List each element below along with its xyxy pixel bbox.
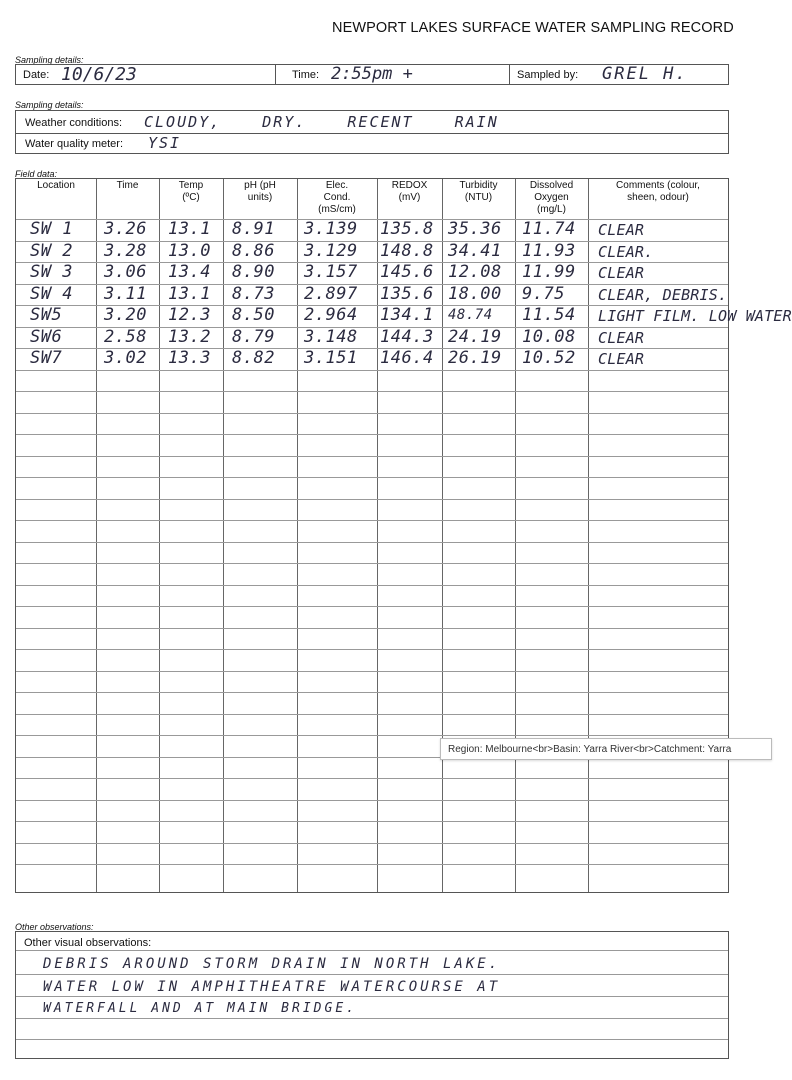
row-divider xyxy=(16,671,728,672)
time-value: 2:55pm + xyxy=(331,64,413,84)
col-redox: REDOX (mV) xyxy=(391,180,428,203)
row-divider xyxy=(16,456,728,457)
cell-turbidity: 26.19 xyxy=(448,348,502,368)
field-data-label: Field data: xyxy=(15,169,58,179)
row-divider xyxy=(16,714,728,715)
cell-temp: 13.2 xyxy=(168,326,211,347)
cell-comments: CLEAR xyxy=(598,221,645,239)
cell-time: 2.58 xyxy=(104,326,147,347)
cell-location: SW5 xyxy=(30,305,63,325)
cell-comments: CLEAR xyxy=(598,328,645,347)
conditions-box xyxy=(15,110,729,154)
tooltip: Region: Melbourne<br>Basin: Yarra River<br>Catchment: Yarra xyxy=(440,738,772,760)
date-value: 10/6/23 xyxy=(61,64,137,85)
cell-ec: 3.139 xyxy=(304,219,358,239)
date-label: Date: xyxy=(23,69,50,81)
cell-redox: 134.1 xyxy=(380,305,434,325)
cell-location: SW 1 xyxy=(30,219,73,239)
cell-temp: 13.3 xyxy=(168,348,211,368)
cell-temp: 13.4 xyxy=(168,262,211,282)
cell-time: 3.20 xyxy=(104,305,147,325)
cell-ph: 8.50 xyxy=(232,305,275,325)
col-temp: Temp (ºC) xyxy=(178,180,204,203)
row-divider xyxy=(16,563,728,564)
cell-ph: 8.86 xyxy=(232,240,275,261)
sampling-details-label-2: Sampling details: xyxy=(15,100,84,110)
row-divider xyxy=(16,778,728,779)
cell-temp: 13.1 xyxy=(168,283,211,304)
weather-value: CLOUDY, DRY. RECENT RAIN xyxy=(144,113,499,131)
meter-value: YSI xyxy=(148,134,182,152)
row-divider xyxy=(16,800,728,801)
cell-do: 11.93 xyxy=(522,240,576,261)
cell-ec: 3.148 xyxy=(304,326,358,347)
cell-redox: 148.8 xyxy=(380,240,434,261)
row-divider xyxy=(16,391,728,392)
row-divider xyxy=(16,370,728,371)
observation-line-3: WATERFALL AND AT MAIN BRIDGE. xyxy=(43,1001,357,1016)
cell-ph: 8.82 xyxy=(232,348,275,368)
row-divider xyxy=(16,499,728,500)
cell-temp: 13.0 xyxy=(168,240,211,261)
observation-line-1: DEBRIS AROUND STORM DRAIN IN NORTH LAKE. xyxy=(43,956,501,972)
table-row xyxy=(16,305,792,325)
cell-time: 3.02 xyxy=(104,348,147,368)
cell-do: 11.54 xyxy=(522,305,576,325)
page-title: NEWPORT LAKES SURFACE WATER SAMPLING RECORD xyxy=(332,20,734,36)
cell-do: 11.99 xyxy=(522,262,576,282)
col-comments: Comments (colour, sheen, odour) xyxy=(616,180,700,203)
cell-redox: 144.3 xyxy=(380,326,434,347)
table-row xyxy=(16,326,728,347)
table-row xyxy=(16,240,728,261)
row-divider xyxy=(16,735,728,736)
cell-turbidity: 18.00 xyxy=(448,283,502,304)
cell-ph: 8.91 xyxy=(232,219,275,239)
row-divider xyxy=(16,477,728,478)
cell-do: 9.75 xyxy=(522,283,565,304)
table-row xyxy=(16,283,728,304)
col-location: Location xyxy=(37,180,75,191)
cell-time: 3.28 xyxy=(104,240,147,261)
date-cell xyxy=(16,65,276,84)
cell-location: SW6 xyxy=(30,326,63,347)
cell-turbidity: 34.41 xyxy=(448,240,502,261)
sampled-by-cell xyxy=(510,65,728,84)
cell-ec: 2.897 xyxy=(304,283,358,304)
cell-ec: 3.157 xyxy=(304,262,358,282)
cell-redox: 135.8 xyxy=(380,219,434,239)
sampled-by-label: Sampled by: xyxy=(517,69,579,81)
cell-do: 10.08 xyxy=(522,326,576,347)
sampling-info-box xyxy=(15,64,729,85)
row-divider xyxy=(16,413,728,414)
col-time: Time xyxy=(116,180,139,191)
col-do: Dissolved Oxygen (mg/L) xyxy=(529,180,574,215)
cell-turbidity: 12.08 xyxy=(448,262,502,282)
cell-ph: 8.79 xyxy=(232,326,275,347)
cell-location: SW7 xyxy=(30,348,63,368)
cell-turbidity: 24.19 xyxy=(448,326,502,347)
sampling-details-label: Sampling details: xyxy=(15,55,84,65)
cell-temp: 13.1 xyxy=(168,219,211,239)
row-divider xyxy=(16,606,728,607)
table-row xyxy=(16,348,728,368)
other-observations-label: Other observations: xyxy=(15,922,94,932)
table-row xyxy=(16,219,728,239)
cell-ph: 8.73 xyxy=(232,283,275,304)
observation-line-2: WATER LOW IN AMPHITHEATRE WATERCOURSE AT xyxy=(43,979,501,995)
cell-redox: 146.4 xyxy=(380,348,434,368)
cell-redox: 135.6 xyxy=(380,283,434,304)
cell-comments: CLEAR, DEBRIS. xyxy=(598,285,728,304)
cell-comments: LIGHT FILM. LOW WATER xyxy=(598,307,792,325)
row-divider xyxy=(16,520,728,521)
cell-comments: CLEAR. xyxy=(598,242,654,261)
table-row xyxy=(16,262,728,282)
cell-ec: 2.964 xyxy=(304,305,358,325)
cell-time: 3.06 xyxy=(104,262,147,282)
row-divider xyxy=(16,542,728,543)
time-cell xyxy=(276,65,510,84)
col-ph: pH (pH units) xyxy=(244,180,276,203)
cell-time: 3.26 xyxy=(104,219,147,239)
cell-location: SW 4 xyxy=(30,283,73,304)
observations-label: Other visual observations: xyxy=(24,937,152,949)
cell-time: 3.11 xyxy=(104,283,147,304)
cell-turbidity: 48.74 xyxy=(448,307,493,323)
field-data-table xyxy=(15,178,792,893)
row-divider xyxy=(16,434,728,435)
row-divider xyxy=(16,585,728,586)
cell-location: SW 3 xyxy=(30,262,73,282)
row-divider xyxy=(16,821,728,822)
cell-redox: 145.6 xyxy=(380,262,434,282)
sampled-by-value: GREL H. xyxy=(602,64,688,84)
cell-do: 11.74 xyxy=(522,219,576,239)
cell-do: 10.52 xyxy=(522,348,576,368)
row-divider xyxy=(16,864,728,865)
cell-comments: CLEAR xyxy=(598,264,645,282)
col-ec: Elec. Cond. (mS/cm) xyxy=(318,180,356,215)
cell-ec: 3.129 xyxy=(304,240,358,261)
cell-temp: 12.3 xyxy=(168,305,211,325)
row-divider xyxy=(16,692,728,693)
time-label: Time: xyxy=(292,69,320,81)
row-divider xyxy=(16,649,728,650)
cell-turbidity: 35.36 xyxy=(448,219,502,239)
cell-ec: 3.151 xyxy=(304,348,358,368)
cell-comments: CLEAR xyxy=(598,350,645,368)
cell-ph: 8.90 xyxy=(232,262,275,282)
cell-location: SW 2 xyxy=(30,240,73,261)
meter-label: Water quality meter: xyxy=(25,138,124,150)
observations-box xyxy=(15,931,729,1059)
row-divider xyxy=(16,628,728,629)
col-turbidity: Turbidity (NTU) xyxy=(459,180,498,203)
table-header xyxy=(16,179,728,219)
weather-label: Weather conditions: xyxy=(25,117,123,129)
row-divider xyxy=(16,843,728,844)
